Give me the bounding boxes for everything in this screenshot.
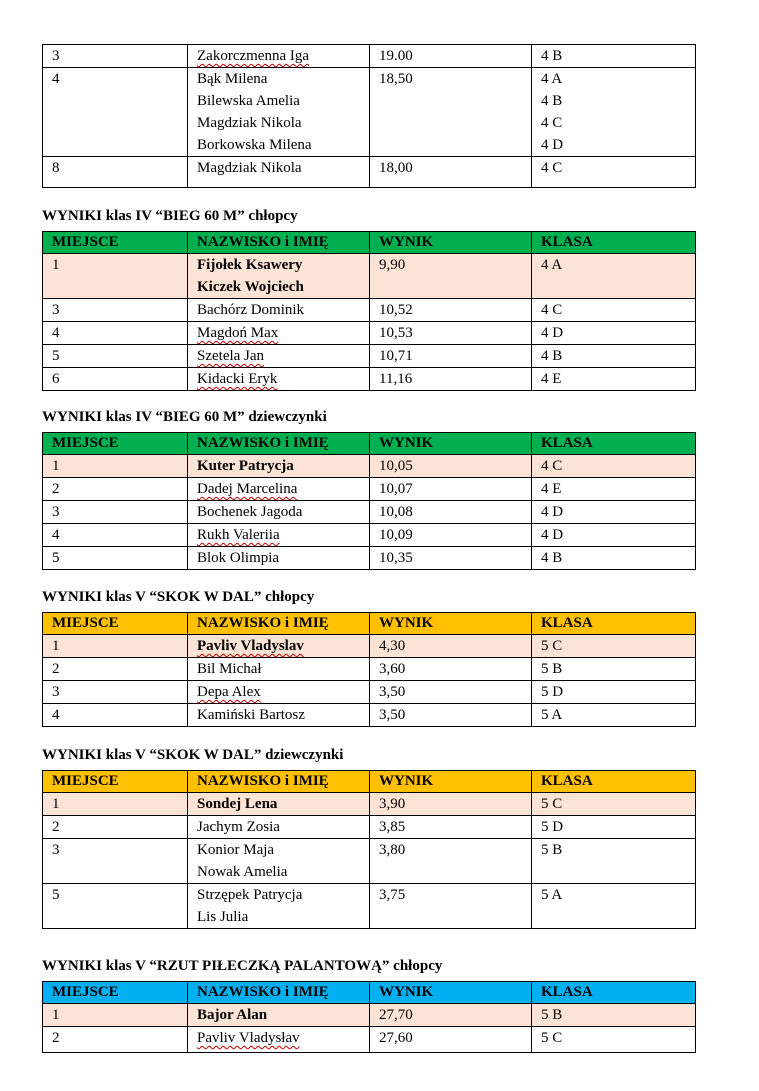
place-cell: 1 (43, 254, 188, 299)
header-class: KLASA (532, 433, 696, 455)
section-title: WYNIKI klas V “SKOK W DAL” chłopcy (42, 589, 315, 605)
result-cell: 11,16 (370, 368, 532, 391)
name-cell: Pavliv Vladysłav (188, 1027, 370, 1053)
table-row (43, 793, 696, 816)
result-cell: 18,50 (370, 68, 532, 157)
table-row (43, 45, 696, 68)
place-cell: 4 (43, 704, 188, 727)
class-cell: 5 B (532, 839, 696, 884)
results-table (42, 231, 695, 391)
table-header-row (43, 982, 696, 1004)
name-cell: Kuter Patrycja (188, 455, 370, 478)
header-place: MIEJSCE (43, 232, 188, 254)
result-cell: 10,07 (370, 478, 532, 501)
result-cell: 10,35 (370, 547, 532, 570)
place-cell: 2 (43, 1027, 188, 1053)
header-result: WYNIK (370, 613, 532, 635)
header-class: KLASA (532, 771, 696, 793)
table-header-row (43, 613, 696, 635)
header-result: WYNIK (370, 232, 532, 254)
place-cell: 3 (43, 299, 188, 322)
header-place: MIEJSCE (43, 433, 188, 455)
name-cell: Dadej Marcelina (188, 478, 370, 501)
class-cell: 4 A (532, 254, 696, 299)
table-row (43, 322, 696, 345)
result-cell: 3,90 (370, 793, 532, 816)
section-title: WYNIKI klas V “SKOK W DAL” dziewczynki (42, 747, 344, 763)
header-place: MIEJSCE (43, 982, 188, 1004)
name-cell: Blok Olimpia (188, 547, 370, 570)
result-cell: 10,08 (370, 501, 532, 524)
result-cell: 10,09 (370, 524, 532, 547)
header-name: NAZWISKO i IMIĘ (188, 232, 370, 254)
class-cell: 4 B (532, 45, 696, 68)
table-row (43, 524, 696, 547)
header-name: NAZWISKO i IMIĘ (188, 613, 370, 635)
result-cell: 18,00 (370, 157, 532, 188)
name-cell: Depa Alex (188, 681, 370, 704)
header-name: NAZWISKO i IMIĘ (188, 433, 370, 455)
class-cell: 4 D (532, 501, 696, 524)
name-cell: Sondej Lena (188, 793, 370, 816)
result-cell: 3,50 (370, 681, 532, 704)
place-cell: 5 (43, 345, 188, 368)
name-cell: Jachym Zosia (188, 816, 370, 839)
name-cell: Bochenek Jagoda (188, 501, 370, 524)
name-cell: Pavliv Vladyslav (188, 635, 370, 658)
class-cell: 4 D (532, 322, 696, 345)
result-cell: 3,75 (370, 884, 532, 929)
name-cell: Kidacki Eryk (188, 368, 370, 391)
place-cell: 4 (43, 524, 188, 547)
header-place: MIEJSCE (43, 771, 188, 793)
table-row (43, 658, 696, 681)
table-row (43, 455, 696, 478)
table-row (43, 68, 696, 157)
place-cell: 6 (43, 368, 188, 391)
result-cell: 3,50 (370, 704, 532, 727)
header-result: WYNIK (370, 771, 532, 793)
place-cell: 5 (43, 547, 188, 570)
class-cell: 5 D (532, 681, 696, 704)
header-name: NAZWISKO i IMIĘ (188, 982, 370, 1004)
place-cell: 4 (43, 322, 188, 345)
name-cell: Magdziak Nikola (188, 157, 370, 188)
section-title: WYNIKI klas V “RZUT PIŁECZKĄ PALANTOWĄ” chłopcy (42, 958, 443, 974)
name-cell: Szetela Jan (188, 345, 370, 368)
place-cell: 1 (43, 455, 188, 478)
table-row (43, 157, 696, 188)
result-cell: 10,05 (370, 455, 532, 478)
name-cell: Magdoń Max (188, 322, 370, 345)
result-cell: 10,52 (370, 299, 532, 322)
place-cell: 8 (43, 157, 188, 188)
result-cell: 27,70 (370, 1004, 532, 1027)
place-cell: 4 (43, 68, 188, 157)
place-cell: 3 (43, 839, 188, 884)
header-place: MIEJSCE (43, 613, 188, 635)
class-cell: 5 A (532, 704, 696, 727)
name-cell: Strzępek Patrycja Lis Julia (188, 884, 370, 929)
result-cell: 27,60 (370, 1027, 532, 1053)
result-cell: 10,53 (370, 322, 532, 345)
name-cell: Konior Maja Nowak Amelia (188, 839, 370, 884)
table-row (43, 478, 696, 501)
name-cell: Fijołek Ksawery Kiczek Wojciech (188, 254, 370, 299)
place-cell: 3 (43, 45, 188, 68)
table-row (43, 547, 696, 570)
results-table (42, 612, 695, 727)
result-cell: 9,90 (370, 254, 532, 299)
header-result: WYNIK (370, 433, 532, 455)
table-row (43, 884, 696, 929)
table-header-row (43, 232, 696, 254)
table-row (43, 681, 696, 704)
class-cell: 4 B (532, 547, 696, 570)
table-row (43, 368, 696, 391)
name-cell: Bąk Milena Bilewska Amelia Magdziak Nikola Borkowska Milena (188, 68, 370, 157)
result-cell: 3,80 (370, 839, 532, 884)
name-cell: Zakorczmenna Iga (188, 45, 370, 68)
header-class: KLASA (532, 613, 696, 635)
table-header-row (43, 433, 696, 455)
header-name: NAZWISKO i IMIĘ (188, 771, 370, 793)
class-cell: 5 B (532, 1004, 696, 1027)
place-cell: 2 (43, 658, 188, 681)
table-row (43, 839, 696, 884)
results-table (42, 981, 695, 1053)
results-table (42, 770, 695, 929)
class-cell: 4 C (532, 157, 696, 188)
section-title: WYNIKI klas IV “BIEG 60 M” dziewczynki (42, 409, 327, 425)
name-cell: Rukh Valeriia (188, 524, 370, 547)
result-cell: 19.00 (370, 45, 532, 68)
name-cell: Kamiński Bartosz (188, 704, 370, 727)
table-row (43, 299, 696, 322)
name-cell: Bajor Alan (188, 1004, 370, 1027)
table-row (43, 254, 696, 299)
place-cell: 1 (43, 635, 188, 658)
place-cell: 3 (43, 681, 188, 704)
class-cell: 4 E (532, 368, 696, 391)
section-title: WYNIKI klas IV “BIEG 60 M” chłopcy (42, 208, 298, 224)
table-row (43, 345, 696, 368)
result-cell: 10,71 (370, 345, 532, 368)
class-cell: 4 E (532, 478, 696, 501)
table-row (43, 704, 696, 727)
place-cell: 2 (43, 816, 188, 839)
place-cell: 3 (43, 501, 188, 524)
class-cell: 4 D (532, 524, 696, 547)
class-cell: 4 B (532, 345, 696, 368)
table-header-row (43, 771, 696, 793)
place-cell: 1 (43, 1004, 188, 1027)
table-row (43, 501, 696, 524)
name-cell: Bachórz Dominik (188, 299, 370, 322)
class-cell: 5 A (532, 884, 696, 929)
class-cell: 4 C (532, 455, 696, 478)
table-row (43, 816, 696, 839)
result-cell: 3,85 (370, 816, 532, 839)
name-cell: Bil Michał (188, 658, 370, 681)
place-cell: 5 (43, 884, 188, 929)
place-cell: 1 (43, 793, 188, 816)
table-row (43, 1004, 696, 1027)
header-class: KLASA (532, 232, 696, 254)
table-row (43, 1027, 696, 1053)
place-cell: 2 (43, 478, 188, 501)
class-cell: 5 D (532, 816, 696, 839)
result-cell: 4,30 (370, 635, 532, 658)
class-cell: 4 C (532, 299, 696, 322)
class-cell: 5 C (532, 635, 696, 658)
results-table-continued (42, 44, 695, 188)
result-cell: 3,60 (370, 658, 532, 681)
results-table (42, 432, 695, 570)
table-row (43, 635, 696, 658)
class-cell: 4 A 4 B 4 C 4 D (532, 68, 696, 157)
header-result: WYNIK (370, 982, 532, 1004)
header-class: KLASA (532, 982, 696, 1004)
class-cell: 5 C (532, 1027, 696, 1053)
class-cell: 5 C (532, 793, 696, 816)
class-cell: 5 B (532, 658, 696, 681)
